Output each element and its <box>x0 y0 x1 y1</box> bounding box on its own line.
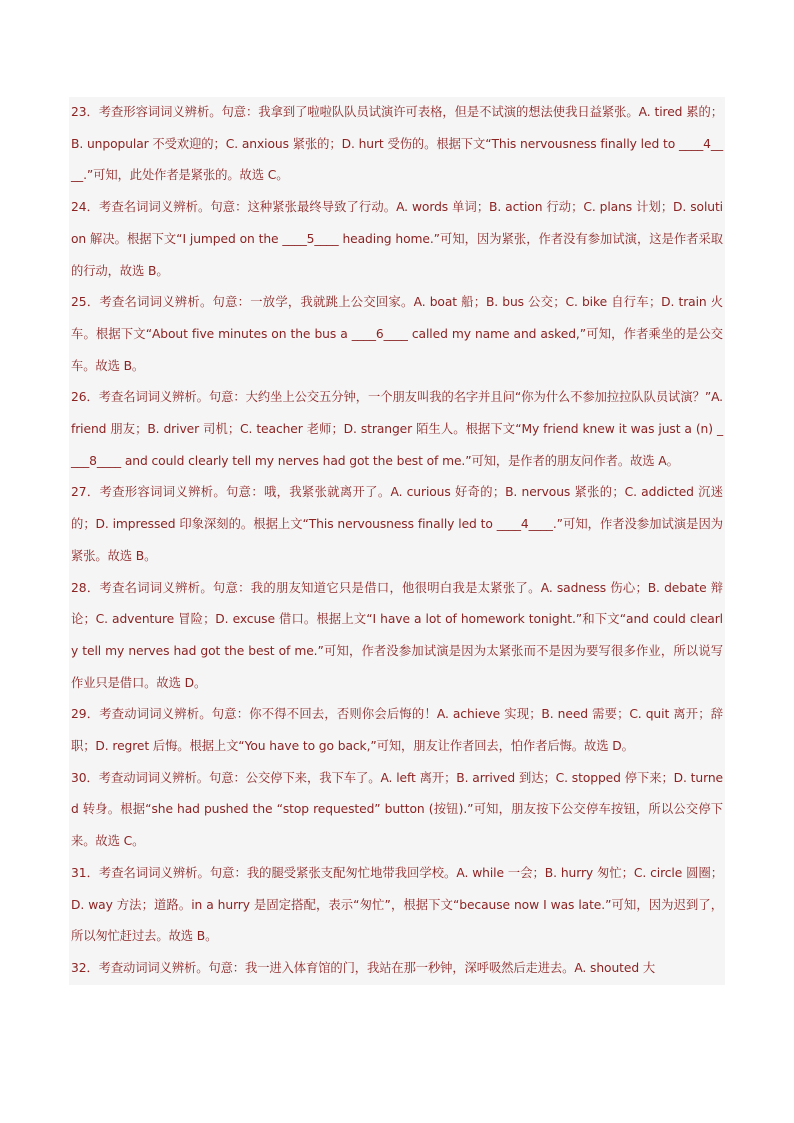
explanation-27: 27．考查形容词词义辨析。句意：哦，我紧张就离开了。A. curious 好奇的；B. nervous 紧张的；C. addicted 沉迷的；D. impressed 印象深刻的。根据上文“This nervousness finally led to ____4____.”可知，作者没参加试演是因为紧张。故选 B。 <box>71 485 723 563</box>
explanation-23: 23．考查形容词词义辨析。句意：我拿到了啦啦队队员试演许可表格，但是不试演的想法使我日益紧张。A. tired 累的；B. unpopular 不受欢迎的；C. anxious 紧张的；D. hurt 受伤的。根据下文“This nervousness finally led to ____4____.”可知，此处作者是紧张的。故选 C。 <box>71 105 723 183</box>
explanation-32: 32．考查动词词义辨析。句意：我一进入体育馆的门，我站在那一秒钟，深呼吸然后走进去。A. shouted 大 <box>71 960 656 975</box>
explanation-28: 28．考查名词词义辨析。句意：我的朋友知道它只是借口，他很明白我是太紧张了。A. sadness 伤心；B. debate 辩论；C. adventure 冒险；D. excuse 借口。根据上文“I have a lot of homework tonight.”和下文“and could clearly tell my nerves had got the best of me.”可知，作者没参加试演是因为太紧张而不是因为要写很多作业，所以说写作业只是借口。故选 D。 <box>71 580 723 690</box>
answer-explanations <box>69 97 725 985</box>
explanation-31: 31．考查名词词义辨析。句意：我的腿受紧张支配匆忙地带我回学校。A. while 一会；B. hurry 匆忙；C. circle 圆圈；D. way 方法；道路。in a hurry 是固定搭配，表示“匆忙”，根据下文“because now I was late.”可知，因为迟到了，所以匆忙赶过去。故选 B。 <box>71 865 723 944</box>
explanation-24: 24．考查名词词义辨析。句意：这种紧张最终导致了行动。A. words 单词；B. action 行动；C. plans 计划；D. solution 解决。根据下文“I jumped on the ____5____ heading home.”可知，因为紧张，作者没有参加试演，这是作者采取的行动，故选 B。 <box>71 200 723 278</box>
explanation-25: 25．考查名词词义辨析。句意：一放学，我就跳上公交回家。A. boat 船；B. bus 公交；C. bike 自行车；D. train 火车。根据下文“About five minutes on the bus a ____6____ called my name and asked,”可知，作者乘坐的是公交车。故选 B。 <box>71 295 723 373</box>
explanation-29: 29．考查动词词义辨析。句意：你不得不回去，否则你会后悔的！A. achieve 实现；B. need 需要；C. quit 离开；辞职；D. regret 后悔。根据上文“You have to go back,”可知，朋友让作者回去，怕作者后悔。故选 D。 <box>71 707 723 754</box>
explanation-30: 30．考查动词词义辨析。句意：公交停下来，我下车了。A. left 离开；B. arrived 到达；C. stopped 停下来；D. turned 转身。根据“she had pushed the “stop requested” button (按钮).”可知，朋友按下公交停车按钮，所以公交停下来。故选 C。 <box>71 770 723 849</box>
explanation-26: 26．考查名词词义辨析。句意：大约坐上公交五分钟，一个朋友叫我的名字并且问“你为什么不参加拉拉队队员试演？”A. friend 朋友；B. driver 司机；C. teacher 老师；D. stranger 陌生人。根据下文“My friend knew it was just a (n) ____8____ and could clearly tell my nerves had got the best of me.”可知，是作者的朋友问作者。故选 A。 <box>71 390 723 468</box>
